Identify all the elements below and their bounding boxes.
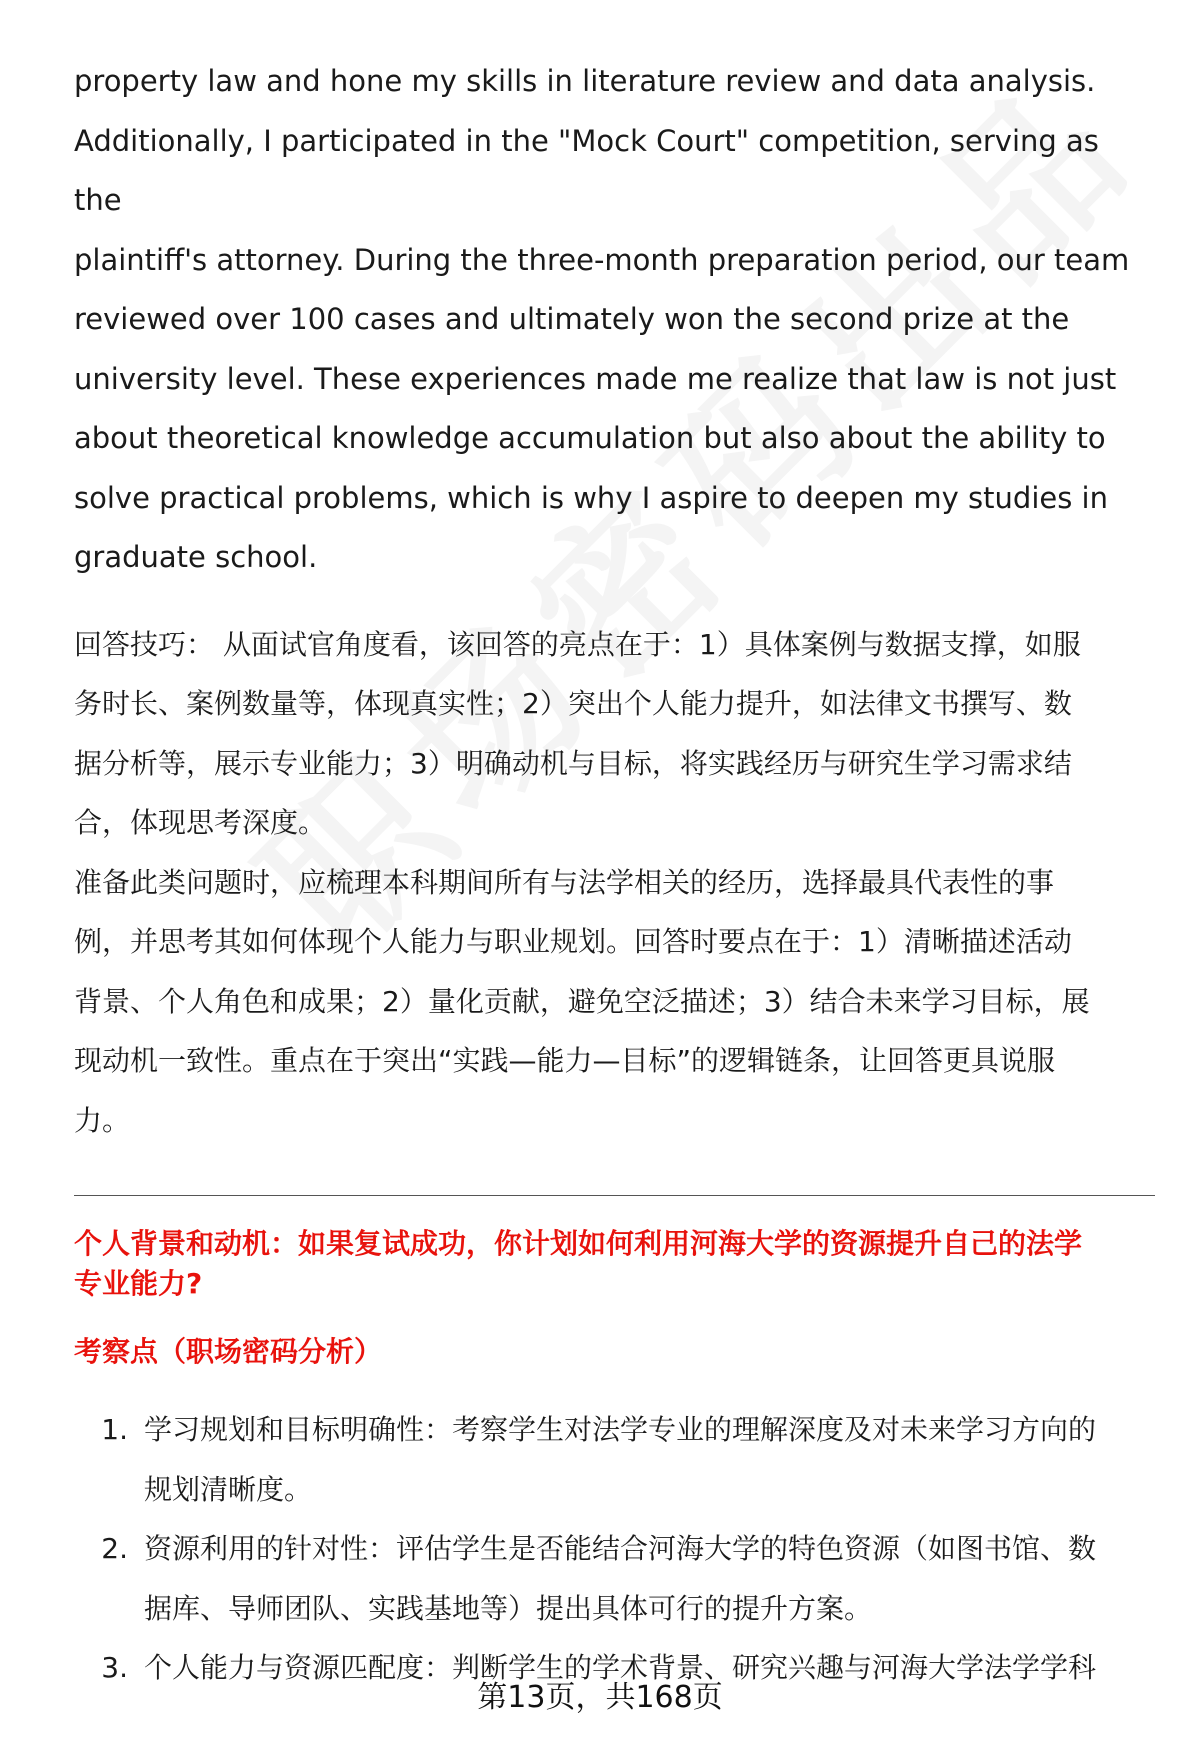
section-title: 考察点（职场密码分析） — [74, 1335, 383, 1368]
list-line: 学习规划和目标明确性：考察学生对法学专业的理解深度及对未来学习方向的 — [144, 1413, 1097, 1446]
tips-line: 合，体现思考深度。 — [74, 806, 327, 839]
points-list — [74, 1400, 1154, 1698]
list-number: 3. — [101, 1651, 128, 1684]
list-item — [74, 1519, 1154, 1638]
tips-line: 回答技巧： 从面试官角度看，该回答的亮点在于：1）具体案例与数据支撑，如服 — [74, 627, 1081, 661]
answer-line: property law and hone my skills in literature review and data analysis. — [74, 64, 1096, 98]
list-line: 据库、导师团队、实践基地等）提出具体可行的提升方案。 — [144, 1591, 873, 1625]
list-text — [128, 1400, 1154, 1519]
answer-line: reviewed over 100 cases and ultimately won the second prize at the — [74, 302, 1070, 336]
answer-line: plaintiff's attorney. During the three-month preparation period, our team — [74, 242, 1130, 277]
tips-line: 现动机一致性。重点在于突出“实践—能力—目标”的逻辑链条，让回答更具说服 — [74, 1044, 1056, 1077]
list-number: 2. — [101, 1532, 128, 1565]
question-line: 个人背景和动机：如果复试成功，你计划如何利用河海大学的资源提升自己的法学 — [74, 1227, 1083, 1260]
answer-tips — [74, 615, 1154, 1151]
list-text — [128, 1519, 1154, 1638]
answer-line: Additionally, I participated in the "Mock Court" competition, serving as the — [74, 123, 1099, 217]
tips-line: 例，并思考其如何体现个人能力与职业规划。回答时要点在于：1）清晰描述活动 — [74, 925, 1072, 958]
list-line: 个人能力与资源匹配度：判断学生的学术背景、研究兴趣与河海大学法学学科 — [144, 1651, 1097, 1684]
page-number: 第13页，共168页 — [477, 1680, 723, 1715]
answer-line: graduate school. — [74, 540, 318, 574]
list-line: 规划清晰度。 — [144, 1472, 313, 1506]
english-answer — [74, 52, 1154, 588]
question-heading — [74, 1224, 1154, 1304]
answer-line: solve practical problems, which is why I aspire to deepen my studies in — [74, 480, 1108, 515]
page-content — [74, 52, 1154, 1698]
list-number: 1. — [101, 1413, 128, 1446]
answer-line: about theoretical knowledge accumulation but also about the ability to — [74, 421, 1106, 455]
list-line: 资源利用的针对性：评估学生是否能结合河海大学的特色资源（如图书馆、数 — [144, 1532, 1097, 1565]
tips-line: 准备此类问题时，应梳理本科期间所有与法学相关的经历，选择最具代表性的事 — [74, 865, 1055, 899]
answer-line: university level. These experiences made me realize that law is not just — [74, 361, 1117, 396]
section-divider — [74, 1195, 1155, 1196]
tips-line: 务时长、案例数量等，体现真实性；2）突出个人能力提升，如法律文书撰写、数 — [74, 687, 1072, 720]
tips-line: 据分析等，展示专业能力；3）明确动机与目标，将实践经历与研究生学习需求结 — [74, 746, 1072, 780]
tips-line: 背景、个人角色和成果；2）量化贡献，避免空泛描述；3）结合未来学习目标，展 — [74, 984, 1090, 1018]
tips-line: 力。 — [74, 1103, 131, 1137]
question-line: 专业能力? — [74, 1267, 203, 1300]
list-item — [74, 1400, 1154, 1519]
